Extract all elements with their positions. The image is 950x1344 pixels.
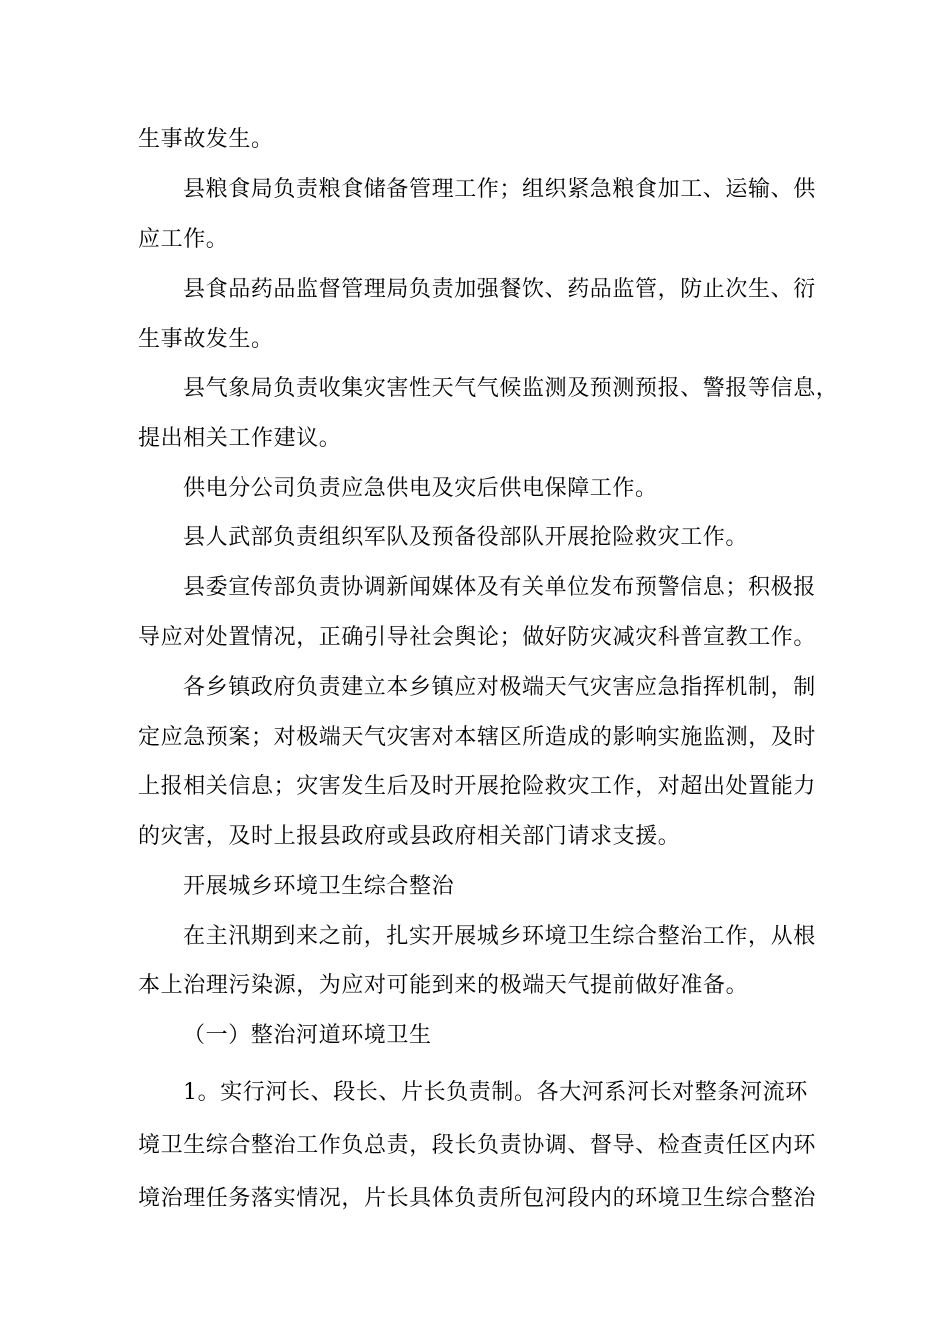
text-line: 1。实行河长、段长、片长负责制。各大河系河长对整条河流环: [183, 1080, 808, 1105]
text-line: 境卫生综合整治工作负总责，段长负责协调、督导、检查责任区内环: [138, 1133, 817, 1158]
text-line: 应工作。: [138, 227, 229, 252]
section-heading: 开展城乡环境卫生综合整治: [183, 874, 455, 899]
text-line: 定应急预案；对极端天气灾害对本辖区所造成的影响实施监测，及时: [138, 725, 817, 750]
text-line: 生事故发生。: [138, 327, 274, 352]
text-line: 县气象局负责收集灾害性天气气候监测及预测预报、警报等信息，: [183, 376, 839, 401]
text-line: 提出相关工作建议。: [138, 426, 342, 451]
subsection-heading: （一）整治河道环境卫生: [183, 1023, 432, 1048]
text-line: 在主汛期到来之前，扎实开展城乡环境卫生综合整治工作，从根: [183, 924, 816, 949]
text-line: 上报相关信息；灾害发生后及时开展抢险救灾工作，对超出处置能力: [138, 774, 817, 799]
text-line: 县食品药品监督管理局负责加强餐饮、药品监管，防止次生、衍: [183, 277, 816, 302]
text-line: 供电分公司负责应急供电及灾后供电保障工作。: [183, 476, 658, 501]
text-line: 的灾害，及时上报县政府或县政府相关部门请求支援。: [138, 824, 681, 849]
text-line: 县委宣传部负责协调新闻媒体及有关单位发布预警信息；积极报: [183, 575, 816, 600]
text-line: 境治理任务落实情况，片长具体负责所包河段内的环境卫生综合整治: [138, 1186, 817, 1211]
text-line: 生事故发生。: [138, 127, 274, 152]
text-line: 各乡镇政府负责建立本乡镇应对极端天气灾害应急指挥机制，制: [183, 675, 816, 700]
text-line: 县人武部负责组织军队及预备役部队开展抢险救灾工作。: [183, 525, 749, 550]
text-line: 县粮食局负责粮食储备管理工作；组织紧急粮食加工、运输、供: [183, 177, 816, 202]
text-line: 本上治理污染源，为应对可能到来的极端天气提前做好准备。: [138, 973, 749, 998]
text-line: 导应对处置情况，正确引导社会舆论；做好防灾减灾科普宣教工作。: [138, 625, 817, 650]
